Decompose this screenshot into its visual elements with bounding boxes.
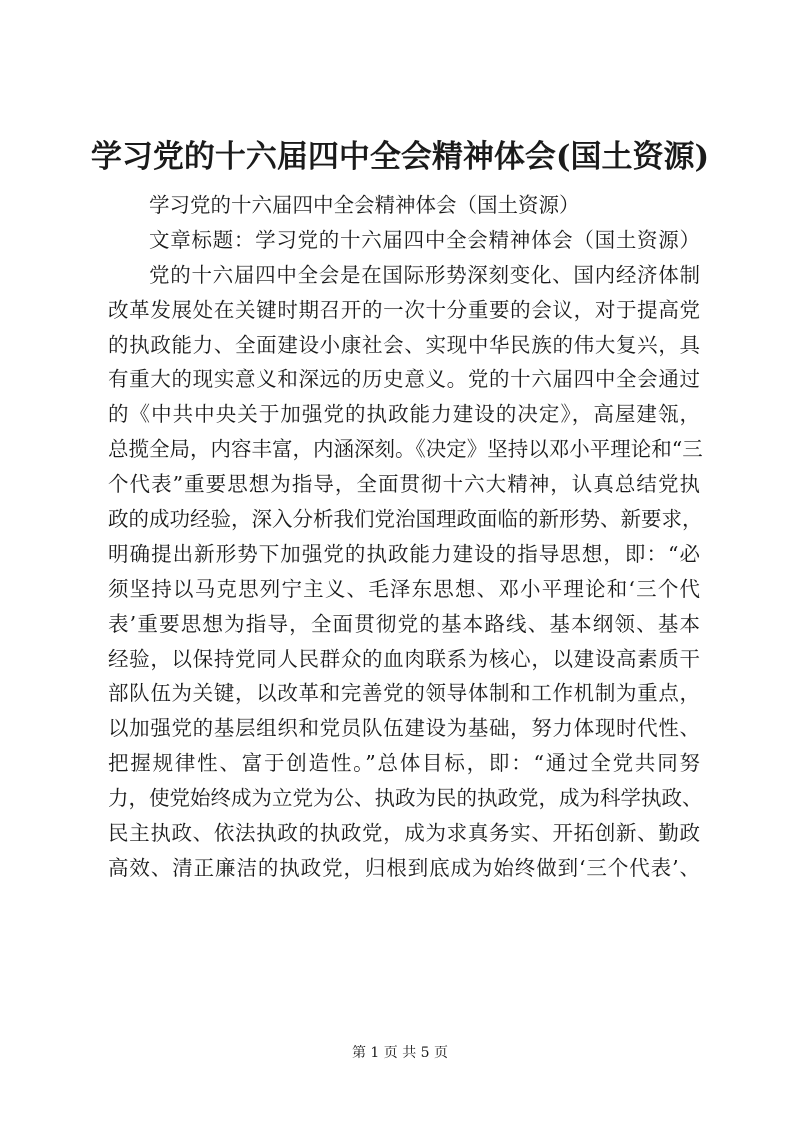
paragraph-line: 明确提出新形势下加强党的执政能力建设的指导思想，即：“必 bbox=[108, 541, 700, 566]
paragraph-line: 总揽全局，内容丰富，内涵深刻。《决定》坚持以邓小平理论和“三 bbox=[108, 437, 703, 462]
paragraph-line: 的《中共中央关于加强党的执政能力建设的决定》，高屋建瓴， bbox=[108, 402, 700, 427]
paragraph-line: 表’重要思想为指导，全面贯彻党的基本路线、基本纲领、基本 bbox=[108, 611, 700, 636]
document-body bbox=[108, 188, 703, 886]
paragraph-line: 政的成功经验，深入分析我们党治国理政面临的新形势、新要求， bbox=[108, 507, 703, 532]
paragraph-line: 高效、清正廉洁的执政党，归根到底成为始终做到‘三个代表’、 bbox=[108, 855, 700, 880]
paragraph-line: 须坚持以马克思列宁主义、毛泽东思想、邓小平理论和‘三个代 bbox=[108, 576, 700, 601]
paragraph-line: 民主执政、依法执政的执政党，成为求真务实、开拓创新、勤政 bbox=[108, 821, 700, 846]
paragraph-line: 把握规律性、富于创造性。”总体目标，即：“通过全党共同努 bbox=[108, 751, 700, 776]
paragraph-line: 的执政能力、全面建设小康社会、实现中华民族的伟大复兴，具 bbox=[108, 332, 700, 357]
paragraph-line: 部队伍为关键，以改革和完善党的领导体制和工作机制为重点， bbox=[108, 681, 700, 706]
paragraph-line: 以加强党的基层组织和党员队伍建设为基础，努力体现时代性、 bbox=[108, 716, 700, 741]
document-title: 学习党的十六届四中全会精神体会(国土资源) bbox=[90, 139, 710, 175]
paragraph-line: 党的十六届四中全会是在国际形势深刻变化、国内经济体制 bbox=[149, 262, 700, 287]
subtitle-line: 学习党的十六届四中全会精神体会（国土资源） bbox=[149, 193, 580, 217]
paragraph-line: 经验，以保持党同人民群众的血肉联系为核心，以建设高素质干 bbox=[108, 646, 700, 671]
page-number-footer: 第 1 页 共 5 页 bbox=[351, 1045, 449, 1061]
paragraph-line: 有重大的现实意义和深远的历史意义。党的十六届四中全会通过 bbox=[108, 367, 700, 392]
paragraph-line: 个代表”重要思想为指导，全面贯彻十六大精神，认真总结党执 bbox=[108, 472, 700, 497]
paragraph-line: 改革发展处在关键时期召开的一次十分重要的会议，对于提高党 bbox=[108, 297, 700, 322]
paragraph-line: 力，使党始终成为立党为公、执政为民的执政党，成为科学执政、 bbox=[108, 786, 703, 811]
article-title-line: 文章标题：学习党的十六届四中全会精神体会（国土资源） bbox=[149, 227, 700, 252]
